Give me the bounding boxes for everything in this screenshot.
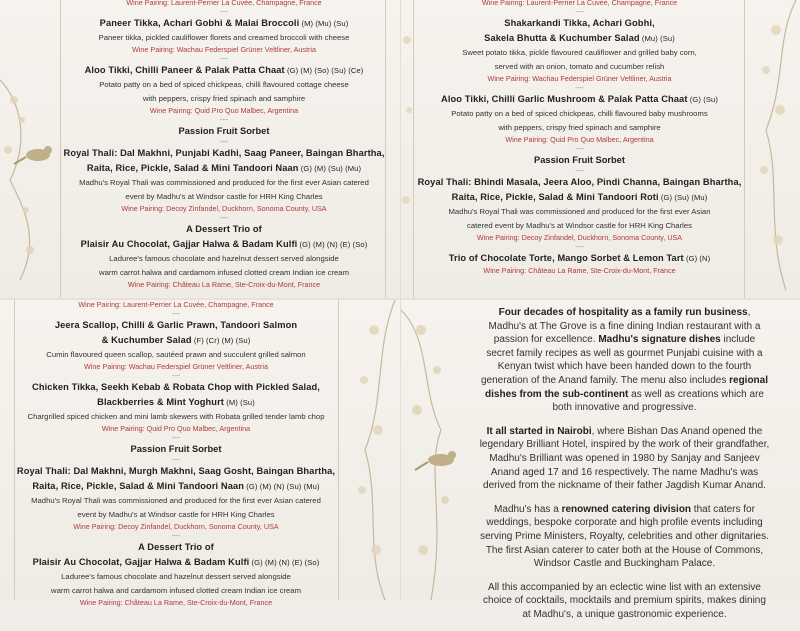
- dish-description: Paneer tikka, pickled cauliflower florets and creamed broccoli with cheese: [98, 33, 350, 42]
- dish-description: Potato patty on a bed of spiced chickpeas, chilli flavoured cottage cheese: [99, 80, 349, 89]
- dish-name: Plaisir Au Chocolat, Gajjar Halwa & Badam Kulfi: [80, 239, 298, 249]
- dish-name: Raita, Rice, Pickle, Salad & Mini Tandoori Naan: [32, 481, 245, 491]
- course-divider: —: [220, 54, 228, 63]
- about-paragraph: [479, 581, 770, 622]
- course-divider: —: [220, 115, 228, 124]
- dish-name: Aloo Tikki, Chilli Paneer & Palak Patta Chaat: [84, 65, 285, 75]
- wisteria-branch-illustration: [401, 300, 479, 600]
- dish-title: [415, 190, 744, 205]
- highlight-text: It all started in Nairobi: [486, 425, 592, 437]
- wine-pairing: Wine Pairing: Château La Rame, Ste-Croix-du-Mont, France: [79, 598, 273, 607]
- dish-name: Jeera Scallop, Chilli & Garlic Prawn, Tandoori Salmon: [54, 320, 298, 330]
- wine-pairing: Wine Pairing: Wachau Federspiel Grüner Veltliner, Austria: [132, 45, 316, 54]
- dish-description: served with an onion, tomato and cucumber relish: [494, 62, 665, 71]
- wine-pairing: Wine Pairing: Wachau Federspiel Grüner Veltliner, Austria: [487, 74, 672, 83]
- dish-description: catered event by Madhu's at Windsor castle for HRH King Charles: [467, 221, 692, 230]
- dish-name: Trio of Chocolate Torte, Mango Sorbet & Lemon Tart: [448, 253, 684, 263]
- dish-title: [415, 175, 744, 190]
- course-divider: —: [172, 371, 180, 380]
- wine-pairing: Wine Pairing: Laurent-Perrier La Cuvée, Champagne, France: [126, 0, 322, 7]
- course-divider: —: [575, 144, 584, 153]
- body-text: , where Bishan Das Anand opened the legendary Brilliant Hotel, inspired by the work of their grandfather, Madhu's Brilliant was opened in 1980 by Sanjay and Sanjeev Anand aged 17 and 16 respectively. The name Madhu's was derived from the nickname of their father Jagdish Kumar Anand.: [479, 425, 770, 492]
- dish-title: [14, 479, 338, 494]
- dish-description: warm carrot halwa and cardamom infused clotted cream Indian ice cream: [51, 586, 301, 595]
- highlight-text: renowned catering division: [561, 503, 692, 515]
- allergen-codes: (G) (Su): [687, 95, 718, 104]
- dish-title: [415, 92, 744, 107]
- course-divider: —: [172, 433, 180, 442]
- dish-name: A Dessert Trio of: [186, 224, 262, 234]
- allergen-codes: (Mu) (Su): [639, 34, 675, 43]
- body-text: include secret family recipes as well as gourmet Punjabi cuisine with a Kenyan twist which have been handed down to the fourth generation of the Anand family. The menu also includes: [480, 334, 763, 386]
- allergen-codes: (M) (Mu) (Su): [299, 19, 349, 28]
- allergen-codes: (F) (Cr) (M) (Su): [191, 336, 251, 345]
- wine-pairing: Wine Pairing: Decoy Zinfandel, Duckhorn, Sonoma County, USA: [476, 233, 683, 242]
- dish-title: [62, 146, 386, 161]
- allergen-codes: (G) (M) (N) (E) (So): [297, 240, 368, 249]
- body-text: Madhu's has a: [494, 503, 562, 515]
- about-paragraph: [479, 503, 770, 571]
- dish-title: [14, 380, 338, 395]
- dish-description: Madhu's Royal Thali was commissioned and produced for the first ever Asian: [448, 207, 711, 216]
- dish-description: Potato patty on a bed of spiced chickpeas, chilli flavoured baby mushrooms: [451, 109, 708, 118]
- dish-title: [62, 16, 386, 31]
- menu-page-vegetarian: [0, 0, 400, 298]
- dish-description: Madhu's Royal Thali was commissioned and produced for the first ever Asian catered: [79, 178, 369, 187]
- dish-title: [14, 395, 338, 410]
- dish-name: Raita, Rice, Pickle, Salad & Mini Tandoori Roti: [451, 192, 659, 202]
- wine-pairing: Wine Pairing: Decoy Zinfandel, Duckhorn, Sonoma County, USA: [121, 204, 327, 213]
- course-divider: —: [575, 166, 584, 175]
- wine-pairing: Wine Pairing: Laurent-Perrier La Cuvée, Champagne, France: [481, 0, 678, 7]
- body-text: All this accompanied by an eclectic wine list with an extensive choice of cocktails, mocktails and premium spirits, makes dining at Madhu's, a unique gastronomic experience.: [483, 581, 766, 620]
- about-paragraph: [479, 425, 770, 493]
- wisteria-branch-illustration: [401, 0, 415, 290]
- dish-title: [14, 333, 338, 348]
- dish-name: & Kuchumber Salad: [101, 335, 192, 345]
- dish-title: [62, 237, 386, 252]
- highlight-text: regional dishes from the sub-continent: [485, 374, 769, 400]
- dish-name: Blackberries & Mint Yoghurt: [97, 397, 224, 407]
- allergen-codes: (M) (Su): [224, 398, 255, 407]
- wine-pairing: Wine Pairing: Quid Pro Quo Malbec, Argentina: [149, 106, 299, 115]
- dish-name: Shakarkandi Tikka, Achari Gobhi,: [504, 18, 655, 28]
- allergen-codes: (G) (M) (So) (Su) (Ce): [284, 66, 364, 75]
- dish-name: Royal Thali: Dal Makhni, Punjabi Kadhi, Saag Paneer, Baingan Bhartha,: [63, 148, 385, 158]
- dish-name: Royal Thali: Dal Makhni, Murgh Makhni, Saag Gosht, Baingan Bhartha,: [16, 466, 336, 476]
- body-text: as well as creations which are both innovative and progressive.: [552, 388, 764, 414]
- allergen-codes: (G) (M) (Su) (Mu): [298, 164, 362, 173]
- course-divider: —: [220, 137, 228, 146]
- highlight-text: Madhu's signature dishes: [598, 334, 721, 346]
- body-text: that caters for weddings, bespoke corporate and high profile events including serving Prime Ministers, Royalty, celebrities and other dignitaries. The first Asian caterer to cater both at the House of Commons, Windsor Castle and Buckingham Palace.: [480, 503, 769, 570]
- dish-name: Chicken Tikka, Seekh Kebab & Robata Chop with Pickled Salad,: [32, 382, 320, 392]
- dish-description: Laduree's famous chocolate and hazelnut dessert served alongside: [61, 572, 291, 581]
- allergen-codes: (G) (M) (N) (E) (So): [249, 558, 320, 567]
- wisteria-branch-illustration: [340, 300, 400, 600]
- dish-description: with peppers, crispy fried spinach and samphire: [498, 123, 661, 132]
- dish-title: [14, 318, 338, 333]
- menu-page-non-vegetarian: [0, 300, 400, 607]
- dish-name: A Dessert Trio of: [138, 542, 214, 552]
- about-paragraph: [479, 306, 770, 415]
- dish-title: [62, 222, 386, 237]
- menu-list: [62, 0, 386, 290]
- wine-pairing: Wine Pairing: Quid Pro Quo Malbec, Argentina: [101, 424, 251, 433]
- palate-cleanser: Passion Fruit Sorbet: [130, 444, 222, 454]
- course-divider: —: [172, 455, 180, 464]
- body-text: , Madhu's at The Grove is a fine dining Indian restaurant with a passion for excellence.: [488, 307, 761, 346]
- allergen-codes: (G) (N): [683, 254, 711, 263]
- about-page: [401, 300, 800, 620]
- palate-cleanser: Passion Fruit Sorbet: [534, 155, 625, 165]
- course-divider: —: [575, 7, 584, 16]
- page-border-right: [744, 0, 745, 298]
- dish-description: Cumin flavoured queen scallop, sautéed prawn and succulent grilled salmon: [46, 350, 306, 359]
- wisteria-branch-illustration: [746, 0, 800, 290]
- dish-description: warm carrot halwa and cardamom infused clotted cream Indian ice cream: [99, 268, 349, 277]
- dish-title: [415, 31, 744, 46]
- allergen-codes: (G) (Su) (Mu): [658, 193, 708, 202]
- allergen-codes: (G) (M) (N) (Su) (Mu): [244, 482, 320, 491]
- wine-pairing: Wine Pairing: Laurent-Perrier La Cuvée, Champagne, France: [78, 300, 274, 309]
- course-divider: —: [172, 531, 180, 540]
- dish-name: Sakela Bhutta & Kuchumber Salad: [484, 33, 640, 43]
- wine-pairing: Wine Pairing: Château La Rame, Ste-Croix-du-Mont, France: [127, 280, 321, 289]
- course-divider: —: [220, 213, 228, 222]
- dish-name: Royal Thali: Bhindi Masala, Jeera Aloo, Pindi Channa, Baingan Bhartha,: [417, 177, 742, 187]
- dish-name: Raita, Rice, Pickle, Salad & Mini Tandoori Naan: [86, 163, 299, 173]
- palate-cleanser: Passion Fruit Sorbet: [178, 126, 270, 136]
- dish-description: event by Madhu's at Windsor castle for HRH King Charles: [77, 510, 275, 519]
- wine-pairing: Wine Pairing: Château La Rame, Ste-Croix-du-Mont, France: [483, 266, 676, 275]
- highlight-text: Four decades of hospitality as a family run business: [498, 307, 748, 318]
- dish-description: Chargrilled spiced chicken and mini lamb skewers with Robata grilled tender lamb chop: [27, 412, 325, 421]
- dish-title: [62, 161, 386, 176]
- dish-title: [415, 251, 744, 266]
- menu-list: [14, 300, 338, 608]
- dish-title: [415, 16, 744, 31]
- dish-name: Plaisir Au Chocolat, Gajjar Halwa & Badam Kulfi: [32, 557, 250, 567]
- dish-title: [14, 540, 338, 555]
- dish-description: event by Madhu's at Windsor castle for HRH King Charles: [125, 192, 323, 201]
- dish-description: Madhu's Royal Thali was commissioned and produced for the first ever Asian catered: [31, 496, 321, 505]
- menu-list: [415, 0, 744, 276]
- dish-title: [14, 555, 338, 570]
- about-text: [479, 306, 770, 631]
- dish-title: [62, 63, 386, 78]
- page-border-right: [338, 300, 339, 600]
- wine-pairing: Wine Pairing: Quid Pro Quo Malbec, Argentina: [505, 135, 654, 144]
- course-divider: —: [575, 83, 584, 92]
- wisteria-branch-illustration: [0, 60, 60, 290]
- dish-description: Sweet potato tikka, pickle flavoured cauliflower and grilled baby corn,: [462, 48, 697, 57]
- course-divider: —: [220, 7, 228, 16]
- course-divider: —: [575, 242, 584, 251]
- course-divider: —: [172, 309, 180, 318]
- wine-pairing: Wine Pairing: Wachau Federspiel Grüner Veltliner, Austria: [84, 362, 268, 371]
- dish-name: Paneer Tikka, Achari Gobhi & Malai Broccoli: [99, 18, 300, 28]
- dish-title: [14, 464, 338, 479]
- dish-name: Aloo Tikki, Chilli Garlic Mushroom & Palak Patta Chaat: [441, 94, 688, 104]
- dish-description: Laduree's famous chocolate and hazelnut dessert served alongside: [109, 254, 339, 263]
- page-border-left: [60, 0, 61, 298]
- dish-description: with peppers, crispy fried spinach and samphire: [142, 94, 306, 103]
- wine-pairing: Wine Pairing: Decoy Zinfandel, Duckhorn, Sonoma County, USA: [73, 522, 279, 531]
- menu-page-vegan: [401, 0, 800, 298]
